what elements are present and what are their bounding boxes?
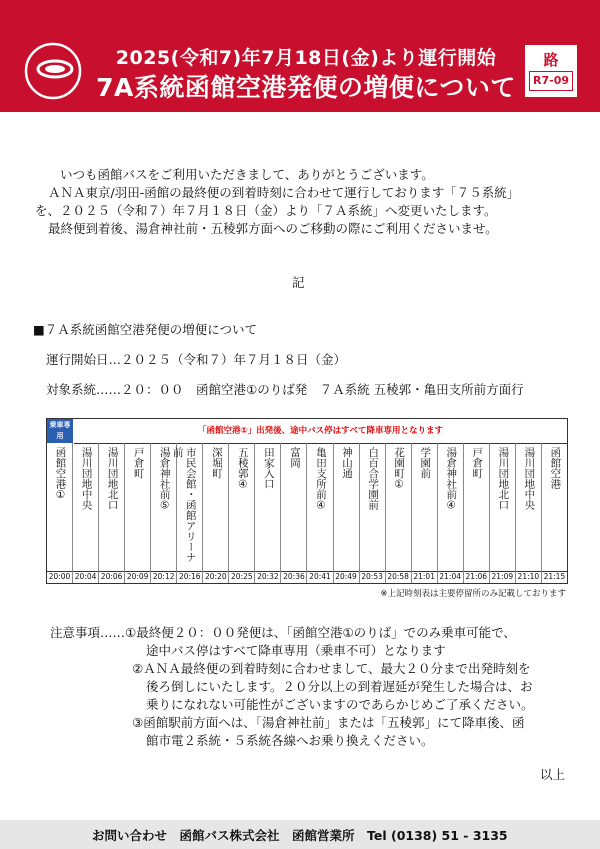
stop-time: 21:10 [516, 571, 542, 583]
stop-cell [125, 443, 151, 571]
stop-cell [255, 443, 281, 571]
stop-time: 20:41 [307, 571, 333, 583]
timetable [46, 418, 568, 584]
route-code: R7-09 [529, 71, 573, 91]
start-date: 運行開始日…２０２５（令和７）年７月１８日（金） [46, 352, 347, 367]
stop-name: 富岡 [288, 447, 301, 468]
stop-cell [281, 443, 307, 571]
stop-name: 白百合学園前 [367, 447, 380, 510]
stop-time: 21:09 [490, 571, 516, 583]
stop-time: 20:53 [360, 571, 386, 583]
stop-time: 20:58 [386, 571, 412, 583]
stop-cell [542, 443, 567, 571]
stop-name: 亀田支所前④ [315, 447, 327, 512]
note-line: 後ろ倒しにいたします。２０分以上の到着遅延が発生した場合は、お [146, 679, 533, 694]
stop-cell [47, 443, 73, 571]
stop-time: 20:12 [151, 571, 177, 583]
stop-name: 神山通 [341, 447, 354, 479]
stop-cell [490, 443, 516, 571]
stop-time: 20:25 [229, 571, 255, 583]
stop-name: 湯倉神社前④ [445, 447, 458, 512]
stop-time: 20:20 [203, 571, 229, 583]
stop-time: 21:06 [464, 571, 490, 583]
title-line-2: 7A系統函館空港発便の増便について [96, 73, 516, 102]
stop-time: 21:15 [543, 572, 566, 581]
note-line: ②ＡＮＡ最終便の到着時刻に合わせまして、最大２０分まで出発時刻を [132, 661, 531, 676]
hakodate-bus-logo [24, 42, 82, 100]
note-line: 注意事項……①最終便２０：００発便は、「函館空港①のりば」でのみ乗車可能で、 [50, 625, 516, 640]
stop-cell [516, 443, 542, 571]
closing-ijou: 以上 [540, 767, 566, 782]
times-row [47, 571, 567, 583]
stop-cell [438, 443, 464, 571]
route-label: 路 [543, 51, 559, 69]
stop-time: 20:36 [281, 571, 307, 583]
stop-name: 五稜郭④ [236, 447, 249, 491]
header-banner [0, 0, 600, 112]
intro-line: 最終便到着後、湯倉神社前・五稜郭方面へのご移動の際にご利用くださいませ。 [48, 221, 498, 236]
intro-line: ＡＮＡ東京/羽田-函館の最終便の到着時刻に合わせて運行しております「７５系統」 [48, 185, 520, 200]
stop-time: 20:00 [47, 571, 73, 583]
stop-name: 戸倉町 [471, 447, 484, 479]
stops-row [47, 443, 567, 572]
timetable-footnote: ※上記時刻表は主要停留所のみ記載しております [380, 589, 566, 599]
stop-cell [229, 443, 255, 571]
stop-cell [203, 443, 229, 571]
stop-cell [73, 443, 99, 571]
stop-name: 湯川団地中央 [80, 447, 93, 510]
note-line: 乗りになれない可能性がございますのであらかじめご了承ください。 [146, 697, 534, 712]
stop-name: 湯川団地北口 [106, 447, 119, 510]
stop-cell [334, 443, 360, 571]
stop-cell [360, 443, 386, 571]
stop-cell [171, 443, 203, 571]
stop-name: 深堀町 [210, 447, 223, 479]
stop-cell [307, 443, 333, 571]
stop-time: 20:09 [125, 571, 151, 583]
contact-info: お問い合わせ 函館バス株式会社 函館営業所 Tel (0138) 51 - 3135 [92, 828, 508, 843]
stop-name: 函館空港① [54, 447, 67, 501]
stop-name: 戸倉町 [132, 447, 145, 479]
note-line: 途中バス停はすべて降車専用（乗車不可）となります [146, 643, 446, 658]
stop-cell [151, 443, 177, 571]
route-badge [525, 45, 577, 97]
stop-time: 20:49 [334, 571, 360, 583]
stop-name: 湯川団地北口 [497, 447, 510, 510]
note-line: 館市電２系統・５系統各線へお乗り換えください。 [146, 733, 434, 748]
target-route: 対象系統……２０：００ 函館空港①のりば発 ７Ａ系統 五稜郭・亀田支所前方面行 [46, 382, 524, 397]
intro-line: いつも函館バスをご利用いただきまして、ありがとうございます。 [60, 167, 434, 182]
stop-name: 湯倉神社前⑤ [158, 447, 171, 512]
stop-time: 21:04 [438, 571, 464, 583]
stop-name: 函館空港 [549, 447, 562, 489]
stop-cell [99, 443, 125, 571]
stop-cell [386, 443, 412, 571]
stop-name: 田家入口 [262, 447, 275, 489]
section-title: ■７Ａ系統函館空港発便の増便について [33, 322, 258, 337]
note-line: ③函館駅前方面へは、「湯倉神社前」または「五稜郭」にて降車後、函 [132, 715, 525, 730]
ki-heading: 記 [292, 275, 305, 290]
stop-name: 湯川団地中央 [523, 447, 536, 510]
stop-name: 学園前 [419, 447, 432, 479]
title-line-1: 2025(令和7)年7月18日(金)より運行開始 [115, 47, 497, 69]
stop-time: 20:06 [99, 571, 125, 583]
stop-cell [412, 443, 438, 571]
intro-line: を、２０２５（令和７）年７月１８日（金）より「７Ａ系統」へ変更いたします。 [35, 203, 497, 218]
stop-time: 20:16 [177, 571, 203, 583]
footer-bar [0, 820, 600, 849]
timetable-notice: 「函館空港①」出発後、途中バス停はすべて降車専用となります [74, 419, 567, 444]
stop-name: 花園町① [393, 447, 406, 491]
stop-cell [464, 443, 490, 571]
stop-time: 20:32 [255, 571, 281, 583]
boarding-only-badge: 乗車専用 [47, 419, 73, 443]
stop-time: 20:04 [73, 571, 99, 583]
stop-time: 21:01 [412, 571, 438, 583]
stop-name: 市民会館・函館アリーナ前 [171, 447, 197, 563]
